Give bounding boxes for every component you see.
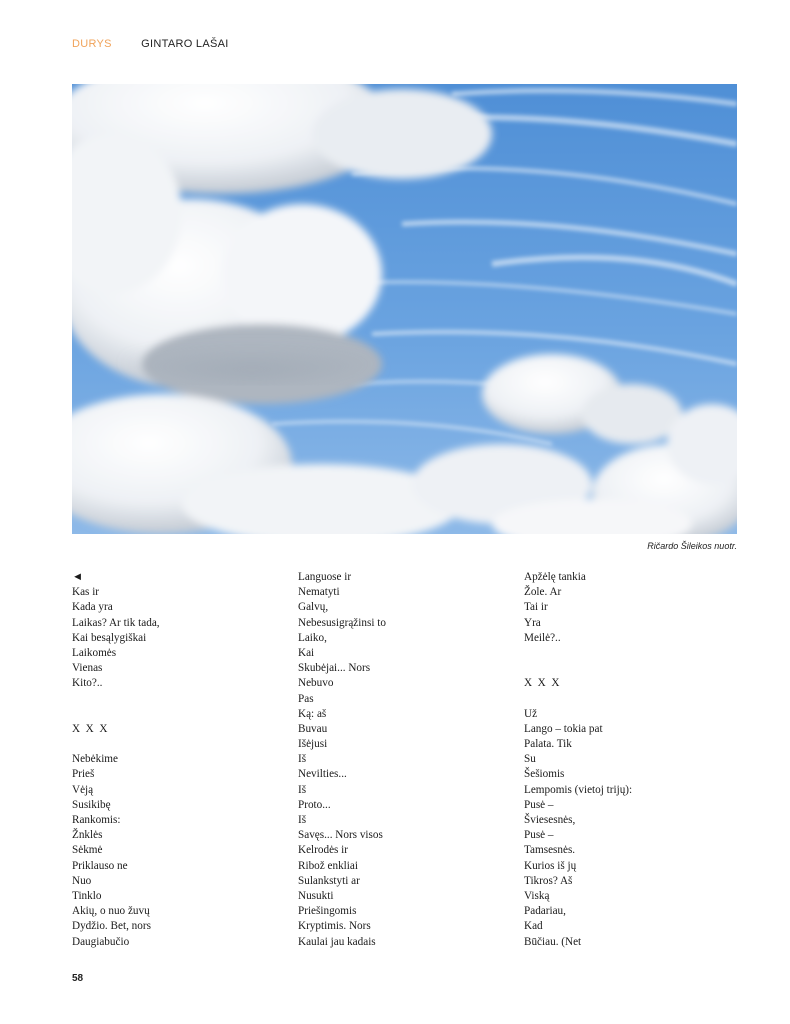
poem-line: Skubėjai... Nors [298, 662, 371, 675]
poem-line: Pusė – [524, 829, 554, 842]
poem-line: Išėjusi [298, 738, 328, 751]
poem-line: Sėkmė [72, 844, 103, 857]
poem-line: Susikibę [72, 798, 111, 811]
poem-column-2 [298, 570, 508, 950]
poem-line: Kurios iš jų [524, 859, 577, 872]
poem-line: Iš [298, 814, 307, 826]
poem-line: Tai ir [524, 601, 548, 614]
poem-line: Nebuvo [298, 677, 334, 690]
poem-line: Tikros? Aš [524, 874, 573, 887]
poem-line: Galvų, [298, 601, 329, 614]
poem-line: Kito?.. [72, 677, 103, 690]
poem-column-1 [72, 570, 282, 950]
poem-line: Ribož enkliai [298, 859, 358, 872]
poem-line: Už [524, 707, 538, 720]
poem-line: Šešiomis [524, 768, 565, 781]
poem-line [72, 707, 282, 722]
poem-line: Pusė – [524, 798, 554, 811]
poem-line: Prieš [72, 768, 95, 781]
poem-line: Su [524, 753, 536, 766]
poem-line: Padariau, [524, 905, 566, 918]
poem-line: Vėją [72, 783, 94, 796]
section-divider: X X X [72, 722, 108, 735]
poem-line [72, 737, 282, 752]
photo-credit: Ričardo Šileikos nuotr. [647, 541, 737, 551]
poem-line: Pas [298, 692, 314, 705]
poem-line: Šviesesnės, [524, 814, 576, 826]
poem-line: Iš [298, 753, 307, 766]
poem-line: Sulankstyti ar [298, 874, 360, 887]
poem-line: Laiko, [298, 631, 327, 644]
poem-line [72, 692, 282, 707]
poem-line [524, 646, 734, 661]
poem-line: Nematyti [298, 586, 340, 599]
poem-line: Kelrodės ir [298, 844, 349, 857]
poem-line: Nevilties... [298, 768, 347, 781]
poem-line: Proto... [298, 798, 331, 811]
poem-line: Tinklo [72, 889, 102, 902]
poem-line: Languose ir [298, 571, 352, 583]
poem-line: Nebesusigrąžinsi to [298, 616, 386, 629]
poem-line: Laikomės [72, 646, 117, 659]
poem-line: Apžėlę tankia [524, 571, 586, 583]
poem-line: Vienas [72, 662, 103, 675]
poem-line: Daugiabučio [72, 935, 130, 948]
poem-line: Yra [524, 616, 541, 629]
poem-line: Lempomis (vietoj trijų): [524, 783, 633, 796]
poem-line: Kryptimis. Nors [298, 920, 371, 933]
poem-line: Priklauso ne [72, 859, 128, 872]
poem-line: Savęs... Nors visos [298, 829, 383, 842]
poem-line: Rankomis: [72, 814, 121, 826]
poem-line: Palata. Tik [524, 738, 572, 751]
section-label: DURYS [72, 38, 112, 50]
poem-line: Priešingomis [298, 905, 357, 918]
poem-line: Žole. Ar [524, 586, 562, 599]
poem-line: Iš [298, 783, 307, 796]
poem-column-3 [524, 570, 734, 950]
sky-photo [72, 84, 737, 534]
poem-line: Lango – tokia pat [524, 722, 603, 735]
poem-line: Akių, o nuo žuvų [72, 905, 150, 918]
poem-line: Kad [524, 920, 543, 933]
poem-line: Kada yra [72, 601, 113, 614]
poem-line: Nuo [72, 874, 92, 887]
poem-line: Būčiau. (Net [524, 935, 582, 948]
poem-line: Kas ir [72, 586, 100, 599]
running-header [72, 38, 229, 50]
section-divider: X X X [524, 677, 560, 690]
article-title: GINTARO LAŠAI [141, 38, 229, 50]
poem-line: Kai [298, 646, 315, 659]
poem-line: Kaulai jau kadais [298, 935, 376, 948]
poem-line: ◄ [72, 571, 84, 583]
poem-line: Dydžio. Bet, nors [72, 920, 151, 933]
poem-line [524, 692, 734, 707]
poem-line: Buvau [298, 722, 328, 735]
page-number: 58 [72, 973, 84, 984]
poem-line [524, 661, 734, 676]
poem-line: Tamsesnės. [524, 844, 576, 857]
poem-line: Meilė?.. [524, 631, 561, 644]
poem-line: Nebėkime [72, 753, 118, 766]
sky-clouds-image [72, 84, 737, 534]
poem-line: Ką: aš [298, 707, 327, 720]
poem-line: Kai besąlygiškai [72, 631, 147, 644]
poem-line: Žnklės [72, 829, 103, 842]
poem-line: Laikas? Ar tik tada, [72, 616, 160, 629]
poem-line: Viską [524, 889, 550, 902]
poem-line: Nusukti [298, 889, 334, 902]
